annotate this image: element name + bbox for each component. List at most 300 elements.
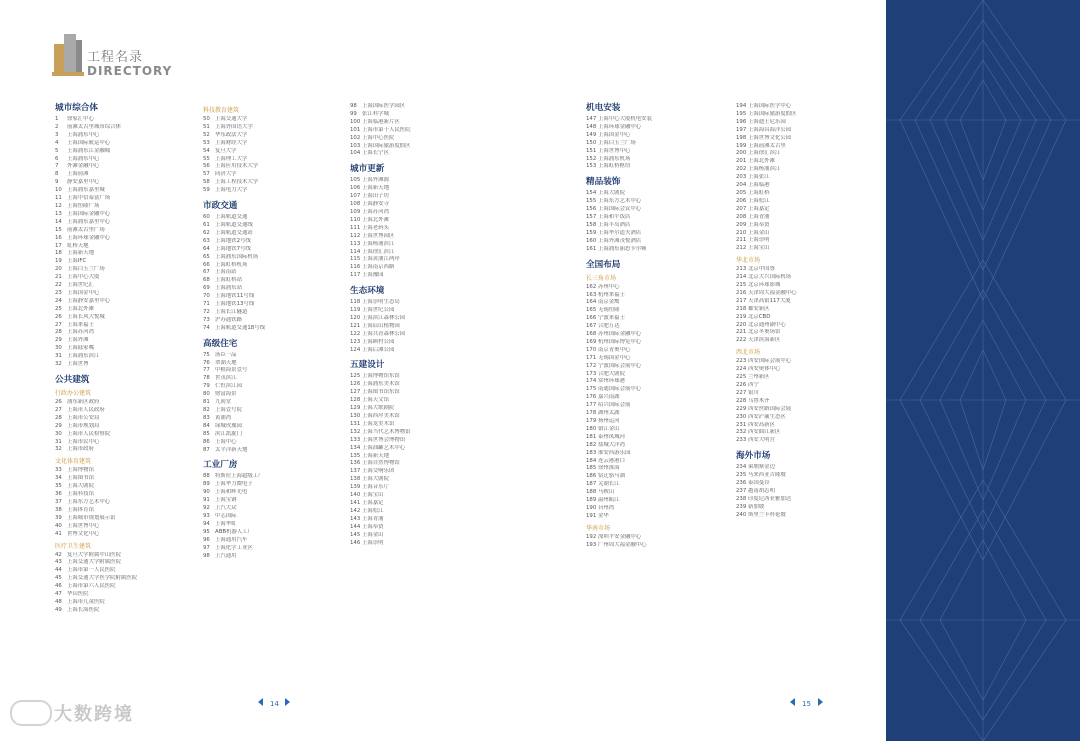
list-item — [55, 322, 195, 330]
item-name: 上海张江 — [748, 174, 770, 181]
item-number: 41 — [55, 530, 62, 537]
item-name: 同济大学 — [215, 171, 237, 178]
item-number: 118 — [350, 299, 361, 306]
item-name: 无锡恒隆 — [598, 307, 620, 314]
list-item — [350, 381, 490, 389]
item-name: 上海中心大厦机电安装 — [598, 116, 652, 122]
item-name: 上海浦东嘉里中心 — [67, 218, 111, 225]
list-item — [203, 230, 341, 238]
item-name: 上海市政府 — [67, 446, 94, 453]
item-number: 156 — [586, 206, 597, 213]
item-number: 58 — [203, 179, 210, 186]
list-item — [586, 339, 726, 347]
item-number: 196 — [736, 118, 747, 125]
list-item — [586, 331, 726, 339]
item-number: 100 — [350, 118, 361, 125]
list-item — [55, 575, 195, 583]
item-number: 198 — [736, 134, 747, 141]
item-name: 上海财经大学 — [215, 139, 248, 146]
item-number: 154 — [586, 190, 597, 197]
item-number: 216 — [736, 289, 747, 296]
list-item — [586, 292, 726, 300]
item-name: 九间堂 — [215, 399, 232, 406]
item-name: 泰国曼谷 — [748, 480, 770, 487]
item-name: 北京中国尊 — [748, 266, 775, 273]
list-item — [203, 431, 341, 439]
item-number: 142 — [350, 507, 361, 514]
item-name: 上海临港 — [748, 182, 770, 189]
list-item — [736, 245, 878, 253]
item-number: 230 — [736, 413, 747, 420]
list-item — [203, 481, 341, 489]
list-item — [55, 156, 195, 164]
item-number: 202 — [736, 166, 747, 173]
item-number: 80 — [203, 391, 210, 398]
list-item — [736, 111, 878, 119]
item-name: 合肥大剧院 — [598, 370, 625, 377]
list-item — [736, 282, 878, 290]
list-item — [350, 315, 490, 323]
item-number: 192 — [586, 533, 597, 540]
item-number: 21 — [55, 274, 62, 281]
list-item — [350, 339, 490, 347]
item-name: 上海交通大学附属医院 — [67, 559, 121, 566]
item-name: 虹桥天地 — [67, 242, 89, 249]
item-number: 221 — [736, 329, 747, 336]
item-number: 59 — [203, 187, 210, 194]
list-item — [350, 389, 490, 397]
list-item — [736, 337, 878, 345]
item-name: 上海环球金融中心 — [598, 123, 642, 130]
item-name: 上海东方艺术中心 — [598, 198, 642, 205]
list-item — [736, 298, 878, 306]
list-item — [203, 529, 341, 537]
prev-page-icon[interactable] — [258, 698, 263, 706]
item-name: 上海自然博物馆 — [362, 460, 400, 467]
list-item — [203, 238, 341, 246]
item-number: 90 — [203, 489, 210, 496]
item-name: 连云港港口 — [598, 457, 625, 464]
item-number: 30 — [55, 430, 62, 437]
item-name: 上海白玉兰广场 — [598, 139, 636, 146]
directory-column-2 — [203, 103, 341, 560]
item-name: 斯里兰卡科伦坡 — [748, 511, 786, 518]
subsection-title: 文化体育建筑 — [55, 458, 92, 466]
item-name: 上海田子坊 — [362, 193, 389, 200]
list-item — [736, 174, 878, 182]
item-name: 上海虹桥站 — [215, 277, 242, 284]
item-number: 88 — [203, 473, 210, 480]
item-name: 上海北外滩 — [748, 158, 775, 165]
item-name: 金华 — [598, 512, 609, 519]
list-item — [586, 347, 726, 355]
item-name: 上海徐汇滨江 — [748, 150, 781, 157]
list-item — [350, 421, 490, 429]
list-item — [203, 269, 341, 277]
list-item — [586, 124, 726, 132]
list-item — [736, 182, 878, 190]
item-number: 209 — [736, 221, 747, 228]
item-number: 84 — [203, 422, 210, 429]
list-item — [55, 227, 195, 235]
item-number: 183 — [586, 449, 597, 456]
item-number: 103 — [350, 142, 361, 149]
item-name: 上海金山 — [362, 531, 384, 538]
item-number: 42 — [55, 551, 62, 558]
item-name: 复旦大学 — [215, 147, 237, 154]
section-title: 全国布局 — [586, 259, 621, 270]
item-name: 上海临港新片区 — [362, 118, 400, 125]
list-item — [55, 179, 195, 187]
item-number: 193 — [586, 541, 597, 548]
item-number: 12 — [55, 202, 62, 209]
list-item — [586, 148, 726, 156]
item-number: 32 — [55, 446, 62, 453]
item-number: 240 — [736, 511, 747, 518]
item-number: 179 — [586, 418, 597, 424]
item-name: 静安嘉里中心 — [67, 179, 100, 186]
item-name: 上海国际航运中心 — [67, 139, 111, 146]
list-item — [586, 307, 726, 315]
list-item — [203, 360, 341, 368]
watermark-text: 大数跨境 — [54, 704, 134, 725]
item-number: 69 — [203, 285, 210, 292]
item-number: 194 — [736, 103, 747, 109]
list-item — [203, 116, 341, 124]
list-item — [736, 488, 878, 496]
item-number: 17 — [55, 242, 62, 249]
item-name: 上海中心医院 — [362, 134, 395, 141]
list-item — [55, 559, 195, 567]
item-name: 上海长宁区 — [362, 150, 389, 157]
item-number: 146 — [350, 539, 361, 546]
list-item — [350, 217, 490, 225]
list-item — [736, 230, 878, 238]
list-item — [55, 116, 195, 124]
list-item — [736, 390, 878, 398]
item-name: 上海奉贤 — [748, 221, 770, 228]
list-item — [55, 337, 195, 345]
item-name: 上海长江隧道 — [215, 308, 248, 315]
list-item — [736, 198, 878, 206]
list-item — [736, 119, 878, 127]
subsection-title: 长三角市场 — [586, 274, 617, 282]
item-number: 45 — [55, 575, 62, 582]
item-number: 164 — [586, 299, 597, 306]
list-item — [736, 237, 878, 245]
list-item — [203, 513, 341, 521]
item-name: 上海地铁13号线 — [215, 301, 255, 308]
list-item — [736, 422, 878, 430]
section-title: 生态环境 — [350, 286, 385, 297]
item-name: 上海和平饭店 — [598, 214, 631, 221]
list-item — [736, 366, 878, 374]
list-item — [203, 171, 341, 179]
item-number: 27 — [55, 406, 62, 413]
item-name: 绿城玫瑰园 — [215, 422, 242, 429]
list-item — [55, 290, 195, 298]
item-name: 上海来福士 — [67, 321, 94, 328]
item-name: 上海华虹 — [215, 520, 237, 527]
list-item — [350, 347, 490, 355]
item-name: 盐城大洋湾 — [598, 441, 625, 448]
item-name: 西安大明宫 — [748, 437, 775, 444]
item-number: 27 — [55, 321, 62, 328]
item-number: 63 — [203, 237, 210, 244]
item-name: ABB机器人工厂 — [215, 528, 254, 535]
list-item — [203, 156, 341, 164]
item-number: 29 — [55, 422, 62, 429]
list-item — [350, 331, 490, 339]
list-item — [350, 323, 490, 331]
item-name: 汤臣一品 — [215, 351, 237, 358]
item-name: 西安奥体中心 — [748, 366, 781, 373]
item-number: 14 — [55, 218, 62, 225]
list-item — [350, 413, 490, 421]
item-name: 上海浦东站 — [215, 285, 242, 292]
item-name: 上海南京西路 — [362, 264, 395, 271]
item-name: 苏州中心 — [598, 283, 620, 290]
list-item — [736, 214, 878, 222]
list-item — [350, 233, 490, 241]
list-item — [736, 472, 878, 480]
list-item — [736, 127, 878, 135]
item-number: 213 — [736, 266, 747, 273]
list-item — [55, 607, 195, 615]
item-name: 上海东方艺术中心 — [67, 498, 111, 505]
list-item — [586, 410, 726, 418]
item-number: 6 — [55, 155, 59, 162]
item-name: 北京通州副中心 — [748, 321, 786, 328]
item-name: 上海国际旅游度假区 — [362, 142, 411, 149]
list-item — [586, 315, 726, 323]
item-number: 138 — [350, 476, 361, 483]
item-name: 上汽大众 — [215, 505, 237, 512]
item-number: 40 — [55, 522, 62, 529]
list-item — [350, 468, 490, 476]
item-number: 77 — [203, 367, 210, 374]
list-item — [350, 127, 490, 135]
list-item — [203, 163, 341, 171]
item-number: 139 — [350, 484, 361, 491]
item-name: 上海宝山 — [748, 245, 770, 252]
list-item — [586, 489, 726, 497]
item-number: 89 — [203, 481, 210, 488]
item-name: 上海音乐厅 — [362, 484, 389, 491]
list-item — [736, 414, 878, 422]
list-item — [203, 352, 341, 360]
list-item — [350, 119, 490, 127]
item-name: 上海交通大学 — [215, 116, 248, 122]
item-number: 208 — [736, 213, 747, 220]
list-item — [736, 266, 878, 274]
list-item — [586, 426, 726, 434]
item-number: 144 — [350, 523, 361, 530]
item-number: 10 — [55, 187, 62, 194]
item-name: 杭州来福士 — [598, 291, 625, 298]
next-page-icon[interactable] — [818, 698, 823, 706]
item-name: 上海市第六人民医院 — [67, 583, 116, 590]
item-name: 上海化学工业区 — [215, 544, 253, 551]
item-name: 翠湖天地 — [215, 359, 237, 366]
item-name: 上海前滩 — [67, 171, 89, 178]
item-name: 银川 — [748, 389, 759, 396]
item-number: 53 — [203, 139, 210, 146]
list-item — [203, 148, 341, 156]
list-item — [350, 135, 490, 143]
subsection-title: 医疗卫生建筑 — [55, 542, 92, 550]
item-name: 上海老码头 — [362, 224, 389, 231]
item-name: 天津高银117大厦 — [748, 297, 791, 304]
item-number: 177 — [586, 402, 597, 409]
item-name: 西安曲江新区 — [748, 429, 781, 436]
item-name: 上海苏河湾 — [67, 329, 94, 336]
item-name: 镇江金山 — [598, 425, 620, 432]
prev-page-icon[interactable] — [790, 698, 795, 706]
list-item — [55, 235, 195, 243]
list-item — [55, 599, 195, 607]
item-number: 108 — [350, 201, 361, 208]
list-item — [350, 405, 490, 413]
item-number: 26 — [55, 313, 62, 320]
item-number: 16 — [55, 234, 62, 241]
list-item — [55, 467, 195, 475]
item-number: 163 — [586, 291, 597, 298]
section-title: 市政交通 — [203, 201, 238, 212]
list-item — [736, 329, 878, 337]
item-number: 189 — [586, 497, 597, 504]
item-name: 上海外国语大学 — [215, 123, 253, 130]
list-item — [350, 492, 490, 500]
list-item — [203, 521, 341, 529]
item-number: 234 — [736, 464, 747, 471]
item-name: 上海世博园区 — [362, 232, 395, 239]
item-name: 绍兴国际会展 — [598, 402, 631, 409]
item-number: 200 — [736, 150, 747, 157]
list-item — [586, 222, 726, 230]
list-item — [203, 285, 341, 293]
list-item — [350, 508, 490, 516]
item-name: 北京大兴国际机场 — [748, 274, 792, 281]
item-name: 上海松江 — [748, 197, 770, 204]
item-number: 7 — [55, 163, 59, 170]
item-name: 上海体育馆 — [67, 506, 94, 513]
item-name: 上海陆家嘴 — [67, 345, 94, 352]
page-number-right: 15 — [802, 700, 811, 708]
list-item — [736, 322, 878, 330]
item-number: 141 — [350, 499, 361, 506]
item-number: 46 — [55, 583, 62, 590]
item-number: 76 — [203, 359, 210, 366]
item-number: 96 — [203, 536, 210, 543]
item-name: 上海国际金融中心 — [67, 210, 111, 217]
list-item — [350, 185, 490, 193]
list-item — [350, 103, 490, 111]
section-title: 公共建筑 — [55, 375, 90, 385]
directory-column-1 — [55, 103, 195, 615]
section-title: 机电安装 — [586, 103, 621, 113]
item-name: 上海青浦 — [362, 515, 384, 522]
list-item — [203, 415, 341, 423]
next-page-icon[interactable] — [285, 698, 290, 706]
item-number: 20 — [55, 266, 62, 273]
item-name: 上海博物馆东馆 — [362, 373, 400, 380]
list-item — [586, 371, 726, 379]
item-name: 上海后滩公园 — [362, 346, 395, 353]
list-item — [55, 567, 195, 575]
list-item — [350, 445, 490, 453]
list-item — [586, 246, 726, 254]
page-subtitle: DIRECTORY — [87, 64, 173, 78]
item-name: 泰州凤城河 — [598, 433, 625, 440]
item-name: 上海市规划局 — [67, 422, 100, 429]
list-item — [350, 484, 490, 492]
list-item — [586, 473, 726, 481]
item-number: 119 — [350, 307, 361, 314]
list-item — [203, 423, 341, 431]
item-number: 188 — [586, 489, 597, 496]
directory-column-5 — [736, 103, 878, 520]
item-name: 上海辰山植物园 — [362, 322, 400, 329]
item-number: 3 — [55, 131, 59, 138]
section-title: 精品装饰 — [586, 177, 621, 188]
item-name: 广州周大福金融中心 — [598, 541, 647, 548]
item-number: 106 — [350, 185, 361, 192]
list-item — [55, 407, 195, 415]
item-number: 60 — [203, 214, 210, 221]
item-name: 上海IFC — [67, 258, 87, 265]
item-name: 上海地铁7号线 — [215, 245, 251, 252]
item-number: 120 — [350, 314, 361, 321]
item-name: 上海杨浦滨江 — [362, 240, 395, 247]
item-name: 上海杨浦滨江 — [748, 166, 781, 173]
item-name: 上海天文馆 — [362, 397, 389, 404]
item-name: 上海世博文化公园 — [748, 134, 792, 141]
item-name: 上海中心大厦 — [67, 274, 100, 281]
item-number: 47 — [55, 591, 62, 598]
item-name: 上海地铁11号线 — [215, 293, 255, 300]
item-name: 上海壹号院 — [215, 407, 242, 413]
item-number: 206 — [736, 197, 747, 204]
item-name: 复旦大学附属中山医院 — [67, 551, 121, 558]
item-number: 75 — [203, 351, 210, 358]
list-item — [203, 214, 341, 222]
list-item — [55, 187, 195, 195]
item-name: 上海浦东嘉里城 — [67, 187, 105, 194]
item-name: 马鞍山 — [598, 489, 615, 496]
item-name: 杭州国际博览中心 — [598, 338, 642, 345]
item-number: 26 — [55, 399, 62, 405]
list-item — [203, 407, 341, 415]
item-number: 145 — [350, 531, 361, 538]
item-number: 48 — [55, 598, 62, 605]
item-number: 102 — [350, 134, 361, 141]
list-item — [350, 241, 490, 249]
list-item — [55, 282, 195, 290]
item-name: 上海理工大学 — [215, 155, 248, 162]
item-number: 239 — [736, 503, 747, 510]
item-number: 13 — [55, 210, 62, 217]
item-number: 99 — [350, 110, 357, 117]
list-item — [55, 211, 195, 219]
list-item — [203, 383, 341, 391]
item-number: 112 — [350, 232, 361, 239]
item-name: 上海白玉兰广场 — [67, 266, 105, 273]
item-number: 215 — [736, 282, 747, 289]
item-name: 西安丝路国际会展 — [748, 405, 792, 412]
item-number: 44 — [55, 567, 62, 574]
item-number: 81 — [203, 399, 210, 406]
